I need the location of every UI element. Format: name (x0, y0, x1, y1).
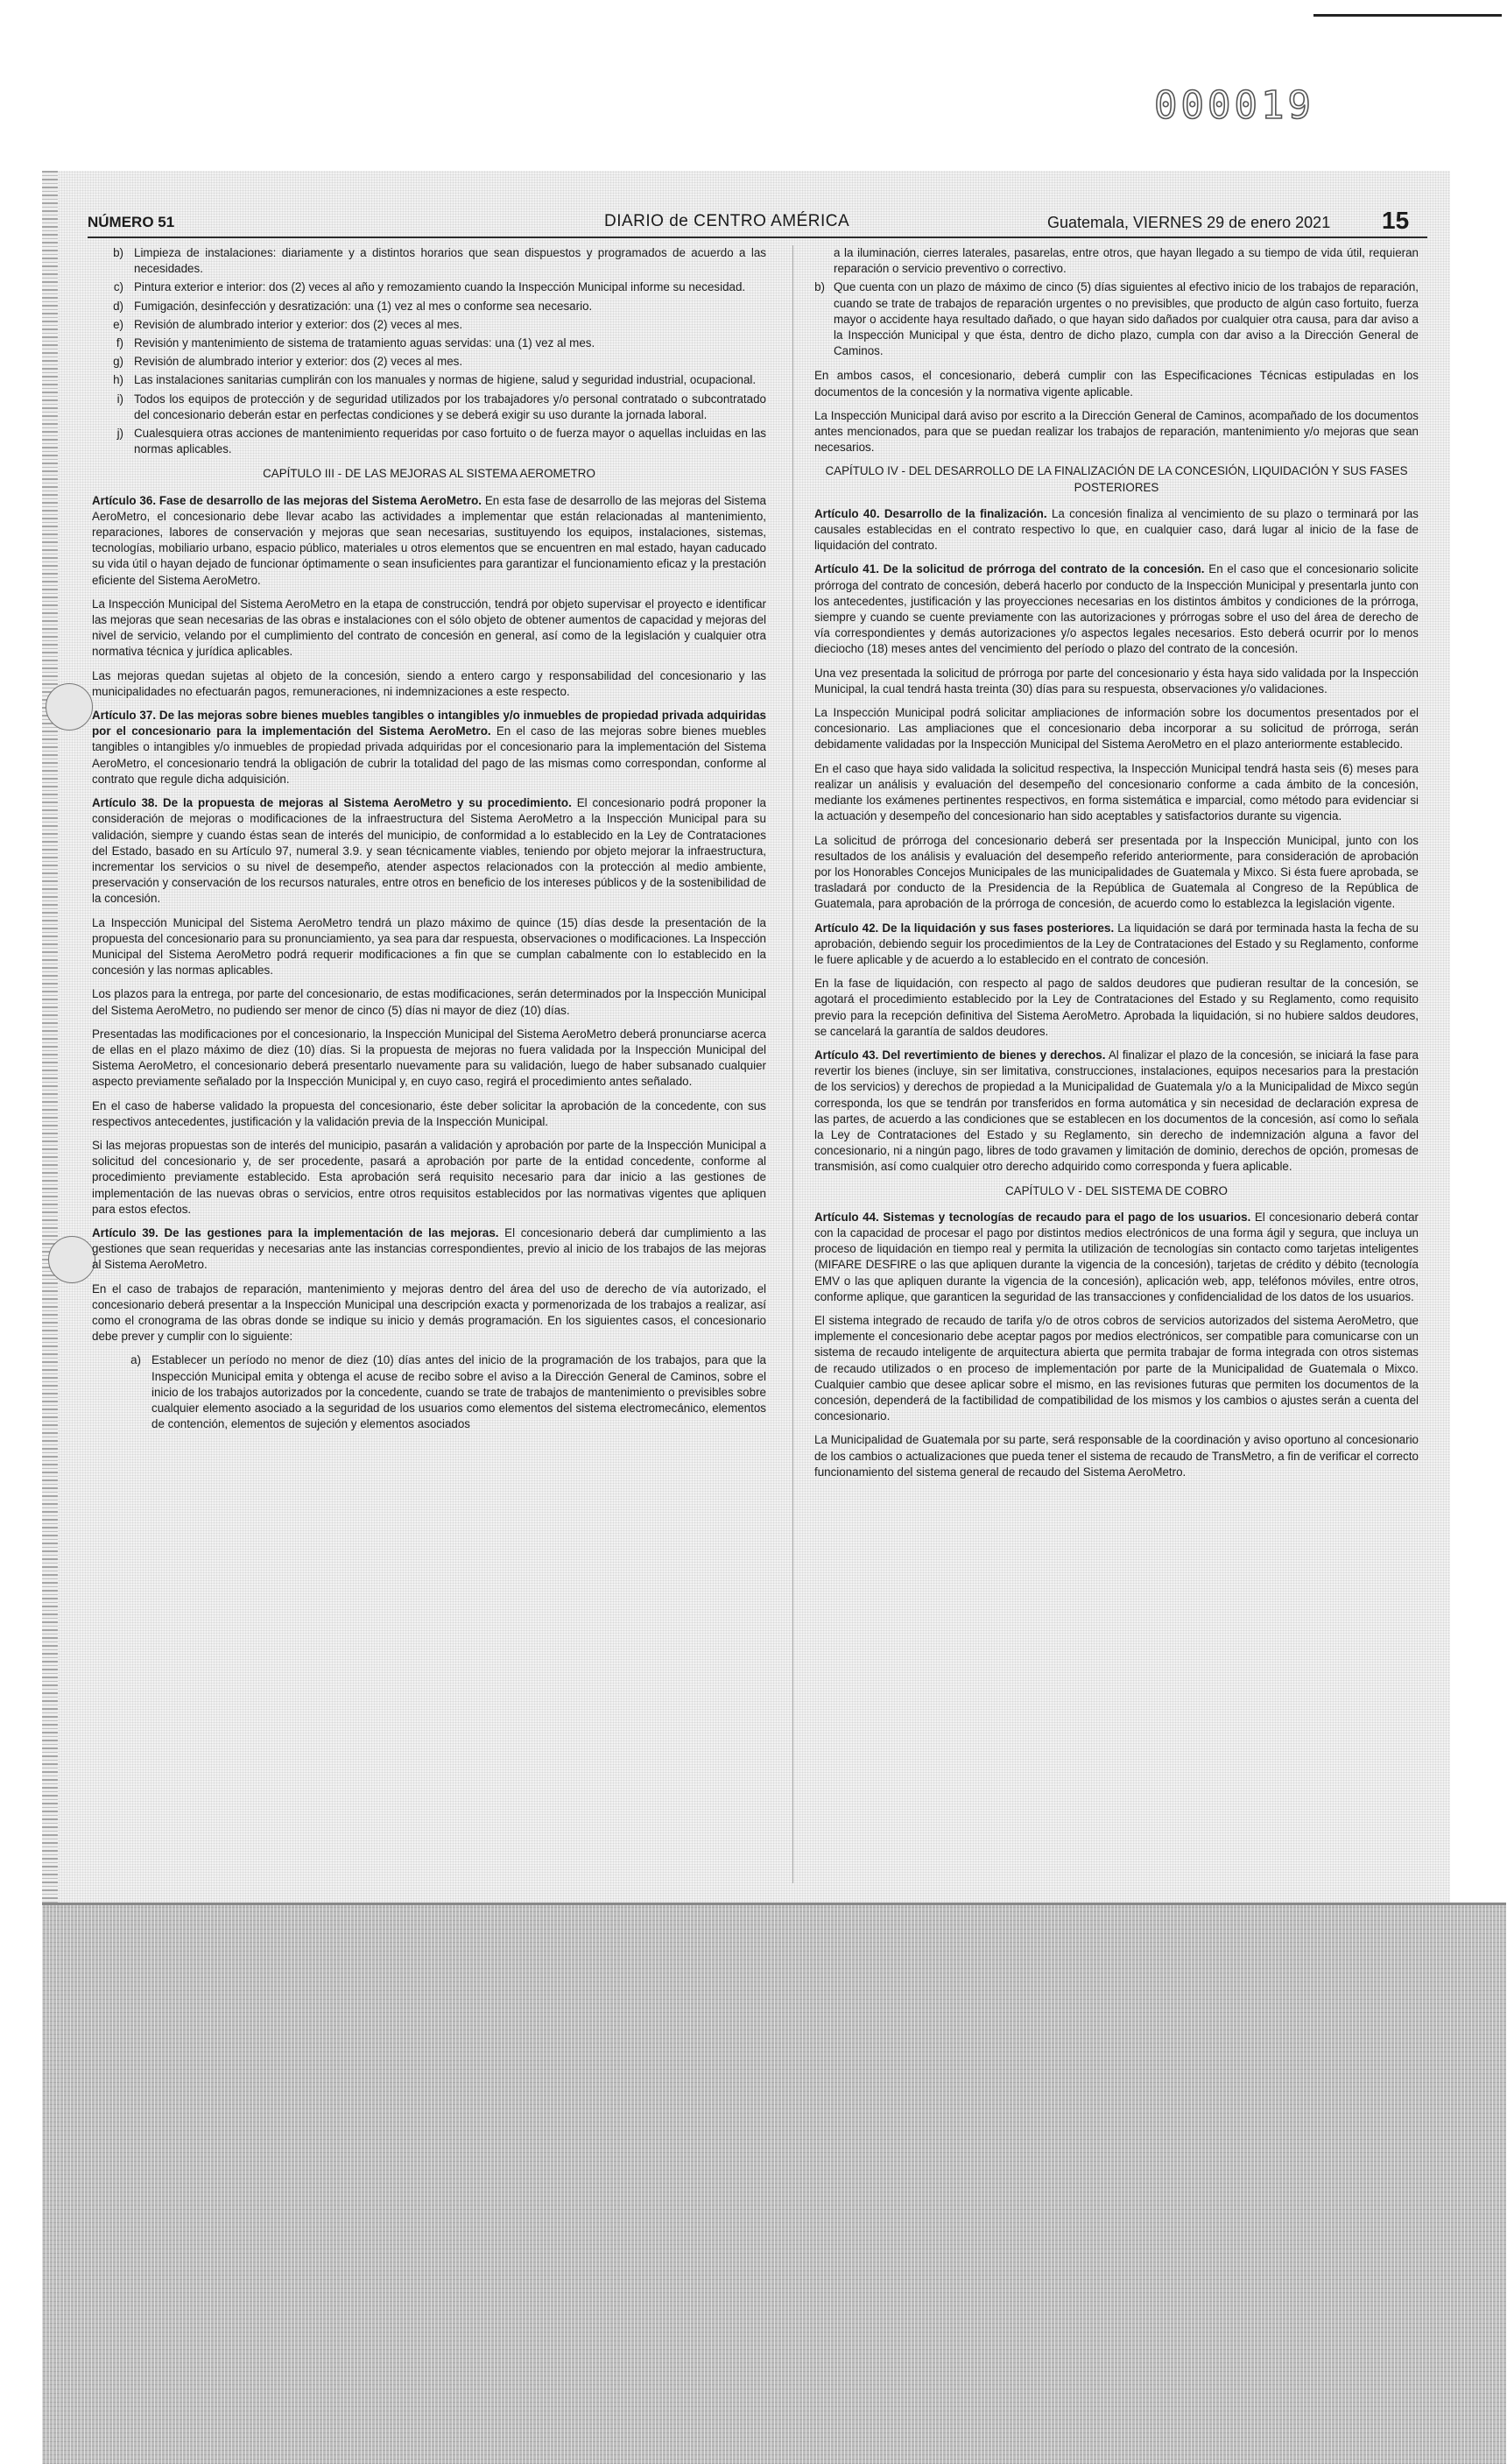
column-divider (792, 245, 793, 1883)
right-column (814, 245, 1419, 1488)
list-item: d) Fumigación, desinfección y desratización: una (1) vez al mes o conforme sea necesario. (113, 299, 593, 313)
paragraph: Si las mejoras propuestas son de interés del municipio, pasarán a validación y aprobación por parte de la Inspección Municipal a solicitud del concesionario y, de ser procedente, pasará a aprobación por parte de la entidad concedente, conforme al procedimiento previamente establecido. Esta aprobación será requisito necesario para dar inicio a las gestiones de implementación de las nuevas obras o servicios, entre otros requisitos establecidos por las normativas vigentes que apliquen para estos efectos. (92, 1138, 766, 1216)
list-item: h) Las instalaciones sanitarias cumplirán con los manuales y normas de higiene, salud y seguridad industrial, ocupacional. (113, 373, 757, 387)
list-item: c) Pintura exterior e interior: dos (2) veces al año y remozamiento cuando la Inspección Municipal informe su necesidad. (113, 280, 746, 294)
paragraph: Los plazos para la entrega, por parte del concesionario, de estas modificaciones, serán determinados por la Inspección Municipal del Sistema AeroMetro, no pudiendo ser menor de cinco (5) días ni mayor de diez (10) días. (92, 987, 766, 1017)
list-item: e) Revisión de alumbrado interior y exterior: dos (2) veces al mes. (113, 317, 463, 331)
scan-margin (0, 1905, 42, 2464)
list-item: a) Establecer un período no menor de diez (10) días antes del inicio de la programación de los trabajos, para que la Inspección Municipal emita y obtenga el acuse de recibo sobre el aviso a la Dirección General de Caminos, sobre el inicio de los trabajos autorizados por la concedente, cuando se trate de trabajos de mantenimiento o previsibles sobre cualquier elemento asociado a la seguridad de los usuarios como elementos del sistema electromecánico, elementos de contención, elementos de sujeción y elementos asociados (130, 1353, 766, 1431)
paragraph: En el caso de haberse validado la propuesta del concesionario, éste deber solicitar la aprobación de la concedente, con sus respectivos antecedentes, justificación y la validación previa de la Inspección Municipal. (92, 1098, 766, 1128)
paragraph: La solicitud de prórroga del concesionario deberá ser presentada por la Inspección Municipal, junto con los resultados de los análisis y evaluación del desempeño referido anteriormente, para consideración de aprobación por los Honorables Concejos Municipales de las municipalidades de Guatemala y Mixco. Si ésta fuere aprobada, se trasladará por conducto de la Presidencia de la República de Guatemala al Congreso de la República de Guatemala, para aprobación de la prórroga de concesión, de acuerdo como lo establezca la legislación vigente. (814, 833, 1419, 911)
header-rule (88, 237, 1427, 238)
list-item: g) Revisión de alumbrado interior y exterior: dos (2) veces al mes. (113, 355, 463, 369)
article-paragraph: Artículo 37. De las mejoras sobre bienes muebles tangibles o intangibles y/o inmuebles de propiedad privada adquiridas por el concesionario para la implementación del Sistema AeroMetro. En el caso de las mejoras sobre bienes muebles tangibles o intangibles y/o inmuebles de propiedad privada adquiridas por el concesionario para la implementación del Sistema AeroMetro, el concesionario tendrá la obligación de cubrir la totalidad del pago de las mismas como correspondan, conforme al contrato que regule dicha adquisición. (92, 709, 766, 786)
paragraph: Presentadas las modificaciones por el concesionario, la Inspección Municipal del Sistema AeroMetro deberá pronunciarse acerca de ellas en el plazo máximo de diez (10) días. Si la propuesta de mejoras no fuera validada por la Inspección Municipal del Sistema AeroMetro, el concesionario deberá presentarlo nuevamente para su validación, luego de haber subsanado cualquier aspecto previamente señalado por la Inspección Municipal y, en cuyo caso, regirá el procedimiento antes señalado. (92, 1027, 766, 1089)
list-item-continuation: a la iluminación, cierres laterales, pasarelas, entre otros, que hayan llegado a su tiempo de vida útil, requieran reparación o servicio preventivo o correctivo. (834, 246, 1419, 276)
paragraph: La Inspección Municipal dará aviso por escrito a la Dirección General de Caminos, acompañado de los documentos antes mencionados, para que se puedan realizar los trabajos de reparación, mantenimiento y/o mejoras que sean necesarios. (814, 408, 1419, 455)
article-title: Artículo 40. Desarrollo de la finalización. (814, 506, 1047, 520)
chapter-heading: CAPÍTULO V - DEL SISTEMA DE COBRO (1005, 1183, 1228, 1197)
paragraph: La Inspección Municipal del Sistema AeroMetro en la etapa de construcción, tendrá por objeto supervisar el proyecto e identificar las mejoras que sean necesarias de las obras e instalaciones con el sólo objeto de obtener aumentos de capacidad y mejoras del nivel de servicio, velando por el cumplimiento del contrato de concesión en general, así como de la legislación y cualquier otra normativa técnica y jurídica aplicables. (92, 597, 766, 659)
article-paragraph: Artículo 36. Fase de desarrollo de las mejoras del Sistema AeroMetro. En esta fase de desarrollo de las mejoras del Sistema AeroMetro, el concesionario debe llevar acabo las actividades a implementar que están relacionadas al mantenimiento, reparaciones, labores de conservación y mejoras que sean necesarias, sustituyendo los equipos, instalaciones, sistemas, tecnologías, mobiliario urbano, espacio público, materiales u otros elementos que se encuentren en mal estado, hayan caducado su vida útil o hayan dejado de funcionar óptimamente o sean insuficientes para garantizar el funcionamiento eficaz y la prestación eficiente del Sistema AeroMetro. (92, 493, 766, 587)
scan-edge-strip (42, 171, 58, 1905)
article-title: Artículo 38. De la propuesta de mejoras al Sistema AeroMetro y su procedimiento. (92, 796, 572, 810)
paragraph: Las mejoras quedan sujetas al objeto de la concesión, siendo a entero cargo y responsabilidad del concesionario y las municipalidades no efectuarán pagos, remuneraciones, ni indemnizaciones a este respecto. (92, 668, 766, 698)
paragraph: En ambos casos, el concesionario, deberá cumplir con las Especificaciones Técnicas estipuladas en los documentos de la concesión y la normativa vigente aplicable. (814, 369, 1419, 399)
punch-hole-icon (48, 1236, 95, 1283)
list-item: i) Todos los equipos de protección y de seguridad utilizados por los trabajadores y/o personal contratado o subcontratado del concesionario deberán estar en perfectas condiciones y se deberá exigir su uso durante la jornada laboral. (116, 392, 766, 421)
issue-date: Guatemala, VIERNES 29 de enero 2021 (1047, 214, 1331, 231)
article-paragraph: Artículo 40. Desarrollo de la finalización. La concesión finaliza al vencimiento de su plazo o terminará por las causales establecidas en el contrato respectivo lo que, en cualquier caso, dará lugar al inicio de la fase de liquidación del contrato. (814, 506, 1419, 553)
article-title: Artículo 37. De las mejoras sobre bienes muebles tangibles o intangibles y/o inmuebles de propiedad privada adquiridas por el concesionario para la implementación del Sistema AeroMetro. (92, 709, 766, 738)
page-stamp-number: 000019 (1154, 83, 1314, 128)
page-number: 15 (1382, 207, 1410, 234)
article-title: Artículo 44. Sistemas y tecnologías de recaudo para el pago de los usuarios. (814, 1210, 1251, 1224)
article-title: Artículo 39. De las gestiones para la implementación de las mejoras. (92, 1225, 499, 1239)
issue-number: NÚMERO 51 (88, 214, 175, 230)
punch-hole-icon (46, 683, 93, 731)
paragraph: La Municipalidad de Guatemala por su parte, será responsable de la coordinación y aviso oportuno al concesionario de los cambios o actualizaciones que pueda tener el sistema de recaudo de TransMetro, a fin de verificar el correcto funcionamiento del sistema general de recaudo del Sistema AeroMetro. (814, 1433, 1419, 1479)
list-item: b) Limpieza de instalaciones: diariamente y a distintos horarios que sean dispuestos y programados de acuerdo a las necesidades. (113, 246, 766, 276)
list-item: b) Que cuenta con un plazo de máximo de cinco (5) días siguientes al efectivo inicio de los trabajos de reparación, cuando se trate de trabajos de reparación urgentes o no previsibles, que producto de algún caso fortuito, fuerza mayor o accidente haya resultado dañado, o que hayan sido dañados por cualquier otra causa, para dar aviso a la Inspección Municipal y que ésta, dentro de dicho plazo, cumpla con dar aviso a la Dirección General de Caminos. (814, 280, 1419, 358)
top-edge-line (1313, 14, 1502, 17)
article-paragraph: Artículo 39. De las gestiones para la implementación de las mejoras. El concesionario deberá dar cumplimiento a las gestiones que sean requeridas y necesarias ante las instancias correspondientes, previo al inicio de los trabajos de las mejoras al Sistema AeroMetro. (92, 1225, 766, 1272)
chapter-heading: CAPÍTULO IV - DEL DESARROLLO DE LA FINALIZACIÓN DE LA CONCESIÓN, LIQUIDACIÓN Y SUS FASES POSTERIORES (825, 464, 1408, 494)
paragraph: La Inspección Municipal podrá solicitar ampliaciones de información sobre los documentos presentados por el concesionario. Las ampliaciones que el concesionario deba incorporar a su solicitud de prórroga, serán debidamente validadas por la Inspección Municipal del Sistema AeroMetro en el plazo anteriormente establecido. (814, 706, 1419, 752)
paragraph: En el caso de trabajos de reparación, mantenimiento y mejoras dentro del área del uso de derecho de vía autorizado, el concesionario deberá presentar a la Inspección Municipal una descripción exacta y pormenorizada de los trabajos a realizar, así como el cronograma de las obras donde se indique su inicio y demás programación. En los siguientes casos, el concesionario debe prever y cumplir con lo siguiente: (92, 1281, 766, 1344)
chapter-heading: CAPÍTULO III - DE LAS MEJORAS AL SISTEMA AEROMETRO (263, 467, 595, 481)
article-title: Artículo 43. Del revertimiento de bienes y derechos. (814, 1048, 1106, 1062)
paragraph: Una vez presentada la solicitud de prórroga por parte del concesionario y ésta haya sido validada por la Inspección Municipal, la cual tendrá hasta treinta (30) días para su respuesta, observaciones y/o validaciones. (814, 666, 1419, 695)
page-header (88, 207, 1427, 235)
article-paragraph: Artículo 44. Sistemas y tecnologías de recaudo para el pago de los usuarios. El concesionario deberá contar con la capacidad de procesar el pago por distintos medios electrónicos de una forma ágil y segura, que incluya un proceso de liquidación en tiempo real y permita la utilización de tecnologías sin contacto como tarjetas inteligentes (MIFARE DESFIRE o las que apliquen durante la vigencia de la concesión), tarjetas de crédito y débito (tecnología EMV o las que apliquen durante la vigencia de la concesión), aplicación web, app, teléfonos móviles, entre otros, conforme aplique, que garanticen la seguridad de las transacciones y confidencialidad de los datos de los usuarios. (814, 1210, 1419, 1303)
article-title: Artículo 42. De la liquidación y sus fases posteriores. (814, 921, 1115, 935)
paragraph: La Inspección Municipal del Sistema AeroMetro tendrá un plazo máximo de quince (15) días desde la presentación de la propuesta del concesionario para su pronunciamiento, ya sea para dar respuesta, observaciones o modificaciones. La Inspección Municipal del Sistema AeroMetro podrá requerir modificaciones a fin que se cumplan cabalmente con lo establecido en la concesión y las normas aplicables. (92, 915, 766, 978)
article-paragraph: Artículo 38. De la propuesta de mejoras al Sistema AeroMetro y su procedimiento. El concesionario podrá proponer la consideración de mejoras o modificaciones de la infraestructura del Sistema AeroMetro a la Inspección Municipal para su validación, siempre y cuando éstas sean de interés del municipio, de conformidad a lo establecido en la Ley de Contrataciones del Estado, basado en su Artículo 97, numeral 3.9. y sean técnicamente viables, teniendo por objeto mejorar la infraestructura, incrementar los servicios o su nivel de desempeño, atender aspectos relacionados con la protección al medio ambiente, preservación y conservación de los recursos naturales, entre otros en beneficio de los intereses públicos y de la sostenibilidad de la concesión. (92, 796, 767, 906)
masthead: DIARIO de CENTRO AMÉRICA (604, 212, 850, 230)
article-title: Artículo 36. Fase de desarrollo de las mejoras del Sistema AeroMetro. (92, 493, 482, 507)
left-column (92, 245, 766, 1435)
article-title: Artículo 41. De la solicitud de prórroga del contrato de la concesión. (814, 562, 1205, 576)
paragraph: En la fase de liquidación, con respecto al pago de saldos deudores que pudieran resultar de la concesión, se agotará el procedimiento establecido por la Ley de Contrataciones del Estado y su Reglamento, como requisito previo para la recepción definitiva del Sistema AeroMetro. Aprobada la liquidación, si no hubiere saldos deudores, se cancelará la garantía de saldos deudores. (814, 977, 1419, 1038)
paragraph: El sistema integrado de recaudo de tarifa y/o de otros cobros de servicios autorizados del sistema AeroMetro, que implemente el concesionario debe aceptar pagos por medios electrónicos, ser compatible para comunicarse con un sistema de recaudo inteligente de arquitectura abierta que permita trabajar de forma integrada con otros sistemas de recaudo utilizados o en proceso de implementación por parte de la Municipalidad de Guatemala o Mixco. Cualquier cambio que desee aplicar sobre el mismo, en las revisiones futuras que permiten los documentos de la concesión, dependerá de la factibilidad de compatibilidad de los mismos y los cambios o ajustes serán a cuenta del concesionario. (814, 1313, 1419, 1423)
blank-scan-area (42, 1905, 1506, 2464)
article-paragraph: Artículo 41. De la solicitud de prórroga del contrato de la concesión. En el caso que el concesionario solicite prórroga del contrato de concesión, deberá hacerlo por conducto de la Inspección Municipal y presentarla junto con los antecedentes, justificación y las proyecciones necesarias en los distintos ámbitos y condiciones de la prórroga, siempre y cuando se cuente previamente con las autorizaciones y prórrogas sobre el uso del área de derecho de vía correspondientes y demás autorizaciones y/o aspectos legales necesarios. Esto deberá ocurrir por lo menos dieciocho (18) meses antes del vencimiento del período o plazo del contrato de la concesión. (814, 562, 1419, 656)
list-item: j) Cualesquiera otras acciones de mantenimiento requeridas por caso fortuito o de fuerza mayor o aquellas incluidas en las normas aplicables. (116, 427, 766, 456)
paragraph: En el caso que haya sido validada la solicitud respectiva, la Inspección Municipal tendrá hasta seis (6) meses para realizar un análisis y evaluación del desempeño del concesionario conforme a cada ámbito de la concesión, mediante los exámenes pertinentes respectivos, en forma sistemática e imparcial, como método para evidenciar si la actuación y desempeño del concesionario han sido aceptables y satisfactorios durante su vigencia. (814, 761, 1419, 823)
article-paragraph: Artículo 43. Del revertimiento de bienes y derechos. Al finalizar el plazo de la concesión, se iniciará la fase para revertir los bienes (incluye, sin ser limitativa, construcciones, instalaciones, equipos necesarios para la prestación de los servicios) y derechos de propiedad a la Municipalidad de Guatemala y/o a la Municipalidad de Mixco según corresponda, los que se tendrán por transferidos en forma automática y sin necesidad de declaración expresa de las partes, de acuerdo a las condiciones que se establecen en los documentos de la concesión, así como lo señala la Ley de Contrataciones del Estado y su Reglamento, sin derecho de indemnización alguna a favor del concesionario, ni a ningún pago, libres de todo gravamen y limitación de dominio, derechos de opción, promesas de transmisión, así como cualquier otro derecho adquirido como corresponda y fuera aplicable. (814, 1048, 1419, 1174)
article-paragraph: Artículo 42. De la liquidación y sus fases posteriores. La liquidación se dará por terminada hasta la fecha de su aprobación, debiendo seguir los procedimientos de la Ley de Contrataciones del Estado y su Reglamento, conforme le fuere aplicable y de acuerdo a lo establecido en el contrato de concesión. (814, 921, 1419, 966)
list-item: f) Revisión y mantenimiento de sistema de tratamiento aguas servidas: una (1) vez al mes. (116, 336, 595, 350)
